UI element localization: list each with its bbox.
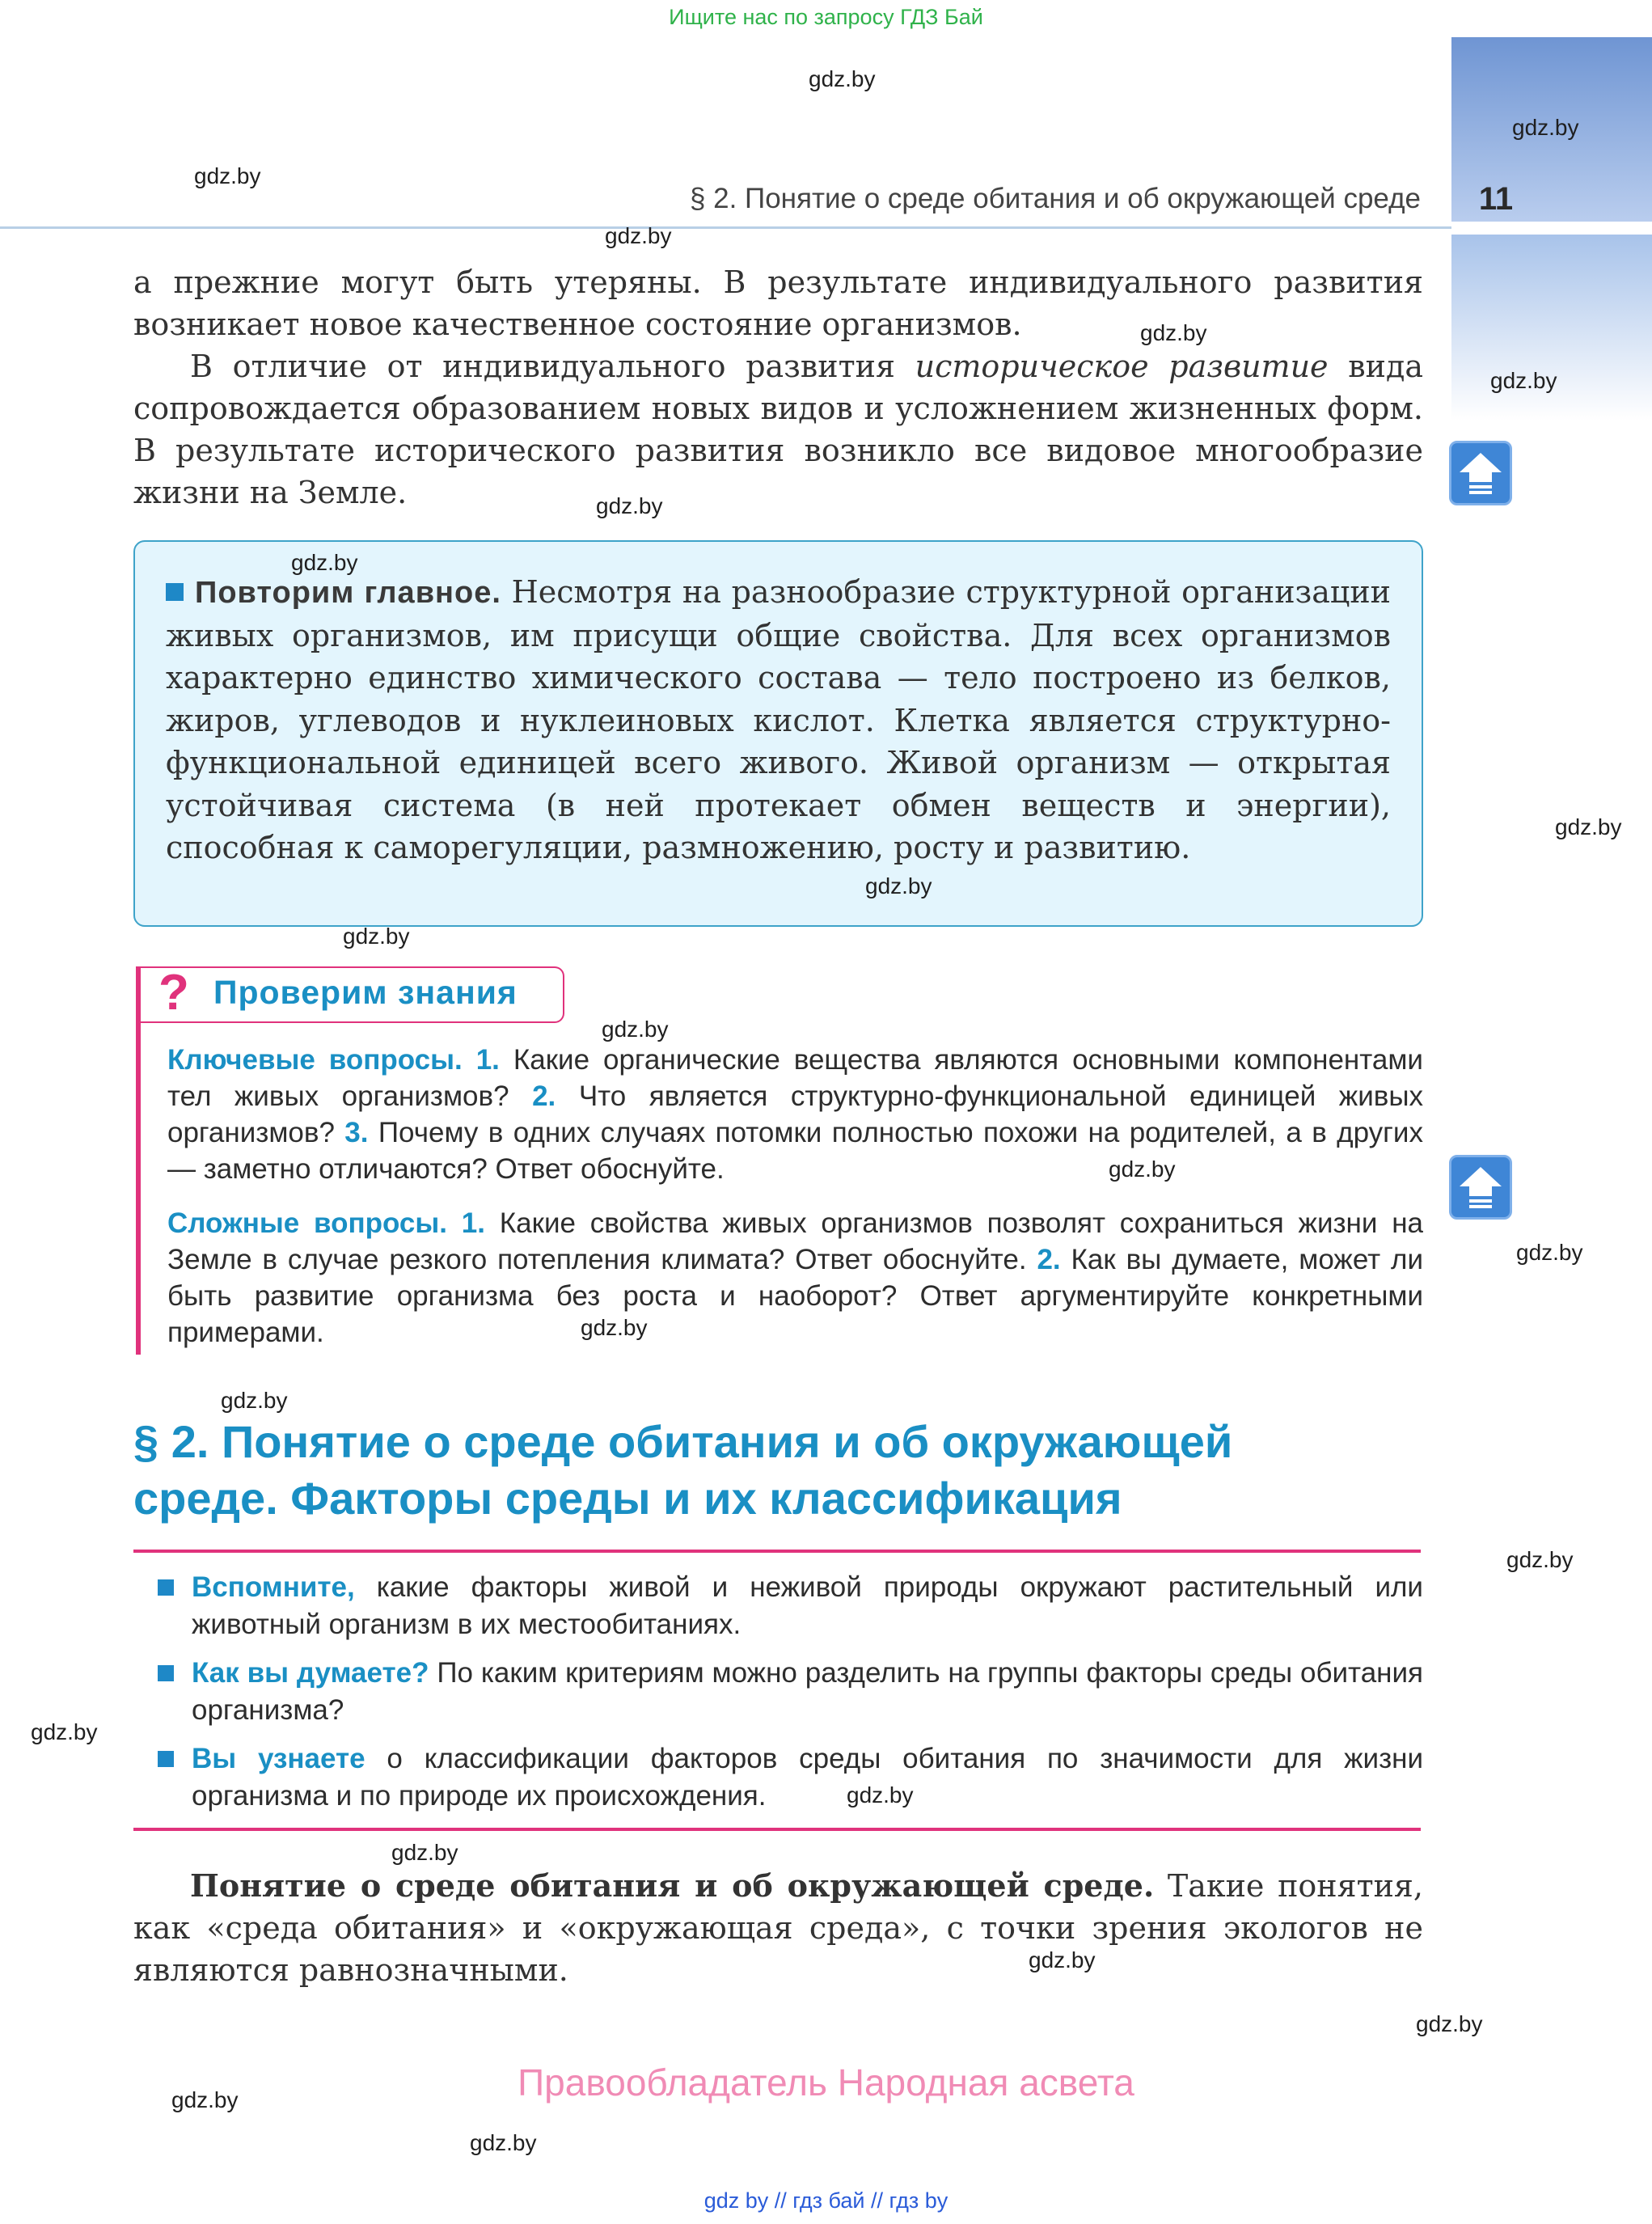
watermark: gdz.by: [602, 1017, 669, 1042]
question-mark-icon: ?: [158, 965, 189, 1021]
watermark: gdz.by: [1109, 1156, 1176, 1182]
copyright-notice: Правообладатель Народная асвета: [518, 2061, 1134, 2103]
watermark: gdz.by: [221, 1388, 288, 1413]
paragraph: а прежние могут быть утеряны. В результате индивидуального развития возникает новое качественное состояние организмов.: [133, 264, 1423, 342]
page-number: 11: [1478, 181, 1514, 217]
summary-box: [133, 540, 1423, 927]
watermark: gdz.by: [1029, 1947, 1096, 1972]
running-title: § 2. Понятие о среде обитания и об окружающей среде: [689, 183, 1421, 214]
check-knowledge-rule: [136, 1019, 141, 1355]
hard-questions-label: Сложные вопросы.: [167, 1207, 448, 1239]
term-historical-development: историческое развитие: [915, 349, 1329, 384]
section-intro-bottom-rule: [133, 1828, 1421, 1831]
watermark: gdz.by: [194, 163, 261, 188]
watermark: gdz.by: [1516, 1240, 1583, 1265]
check-knowledge-title: Проверим знания: [213, 974, 518, 1011]
body-text: [133, 261, 1423, 514]
arrow-up-icon[interactable]: [1449, 441, 1512, 505]
summary-title: Повторим главное.: [195, 576, 501, 610]
section-heading: § 2. Понятие о среде обитания и об окружающей среде. Факторы среды и их классификация: [133, 1416, 1233, 1524]
promo-banner[interactable]: Ищите нас по запросу ГДЗ Бай: [669, 5, 983, 29]
concept-title: Понятие о среде обитания и об окружающей среде.: [190, 1867, 1155, 1904]
watermark: gdz.by: [291, 550, 358, 575]
summary-text: Повторим главное. Несмотря на разнообразие структурной организации живых организмов, им присущи общие свойства. Для всех организмов характерно единство химического состава — тело построено из белков, жиров, углеводов и нуклеиновых кислот. Клетка является структурно-функциональной единицей всего живого. Живой организм — открытая устойчивая система (в ней протекает обмен веществ и энергии), способная к саморегуляции, размножению, росту и развитию.: [166, 574, 1391, 865]
watermark: gdz.by: [581, 1315, 648, 1340]
bullet-square-icon: [166, 583, 184, 601]
header-divider: [0, 226, 1451, 229]
watermark: gdz.by: [470, 2130, 537, 2155]
section-intro-top-rule: [133, 1550, 1421, 1553]
bullet-square-icon: [158, 1665, 174, 1681]
intro-item: Вы узнаете о классификации факторов среды обитания по значимости для жизни организма и по природе их происхождения.: [158, 1740, 1423, 1815]
watermark: gdz.by: [1416, 2011, 1483, 2036]
key-questions-label: Ключевые вопросы.: [167, 1044, 463, 1076]
paragraph: В отличие от индивидуального развития историческое развитие вида сопровождается образованием новых видов и усложнением жизненных форм. В результате исторического развития возникло все видовое многообразие жизни на Земле.: [133, 349, 1424, 510]
bullet-square-icon: [158, 1751, 174, 1767]
watermark: gdz.by: [1555, 814, 1622, 839]
watermark: gdz.by: [596, 493, 663, 518]
bullet-square-icon: [158, 1579, 174, 1596]
watermark: gdz.by: [1512, 115, 1579, 140]
watermark: gdz.by: [343, 924, 410, 949]
key-questions: Ключевые вопросы. 1. Какие органические вещества являются основными компонентами тел живых организмов? 2. Что является структурно-функциональной единицей живых организмов? 3. Почему в одних случаях потомки полностью похожи на родителей, а в других — заметно отличаются? Ответ обоснуйте.: [167, 1044, 1423, 1185]
watermark: gdz.by: [1140, 320, 1207, 345]
watermark: gdz.by: [1490, 368, 1557, 393]
watermark: gdz.by: [31, 1719, 98, 1744]
intro-item: Вспомните, какие факторы живой и неживой природы окружают растительный или животный организм в их местообитаниях.: [158, 1569, 1423, 1643]
watermark: gdz.by: [171, 2087, 239, 2112]
watermark: gdz.by: [865, 873, 932, 898]
intro-item: Как вы думаете? По каким критериям можно разделить на группы факторы среды обитания организма?: [158, 1655, 1423, 1729]
watermark: gdz.by: [391, 1840, 458, 1865]
section-body: Понятие о среде обитания и об окружающей среде. Такие понятия, как «среда обитания» и «окружающая среда», с точки зрения экологов не являются равнозначными.: [133, 1867, 1423, 1988]
footer-links[interactable]: gdz by // гдз бай // гдз by: [703, 2188, 949, 2213]
hard-questions: Сложные вопросы. 1. Какие свойства живых организмов позволят сохраниться жизни на Земле в случае резкого потепления климата? Ответ обоснуйте. 2. Как вы думаете, может ли быть развитие организма без роста и наоборот? Ответ аргументируйте конкретными примерами.: [167, 1207, 1423, 1348]
watermark: gdz.by: [605, 223, 672, 248]
arrow-up-icon[interactable]: [1449, 1155, 1512, 1220]
watermark: gdz.by: [847, 1782, 914, 1808]
watermark: gdz.by: [809, 66, 876, 91]
watermark: gdz.by: [1506, 1547, 1574, 1572]
